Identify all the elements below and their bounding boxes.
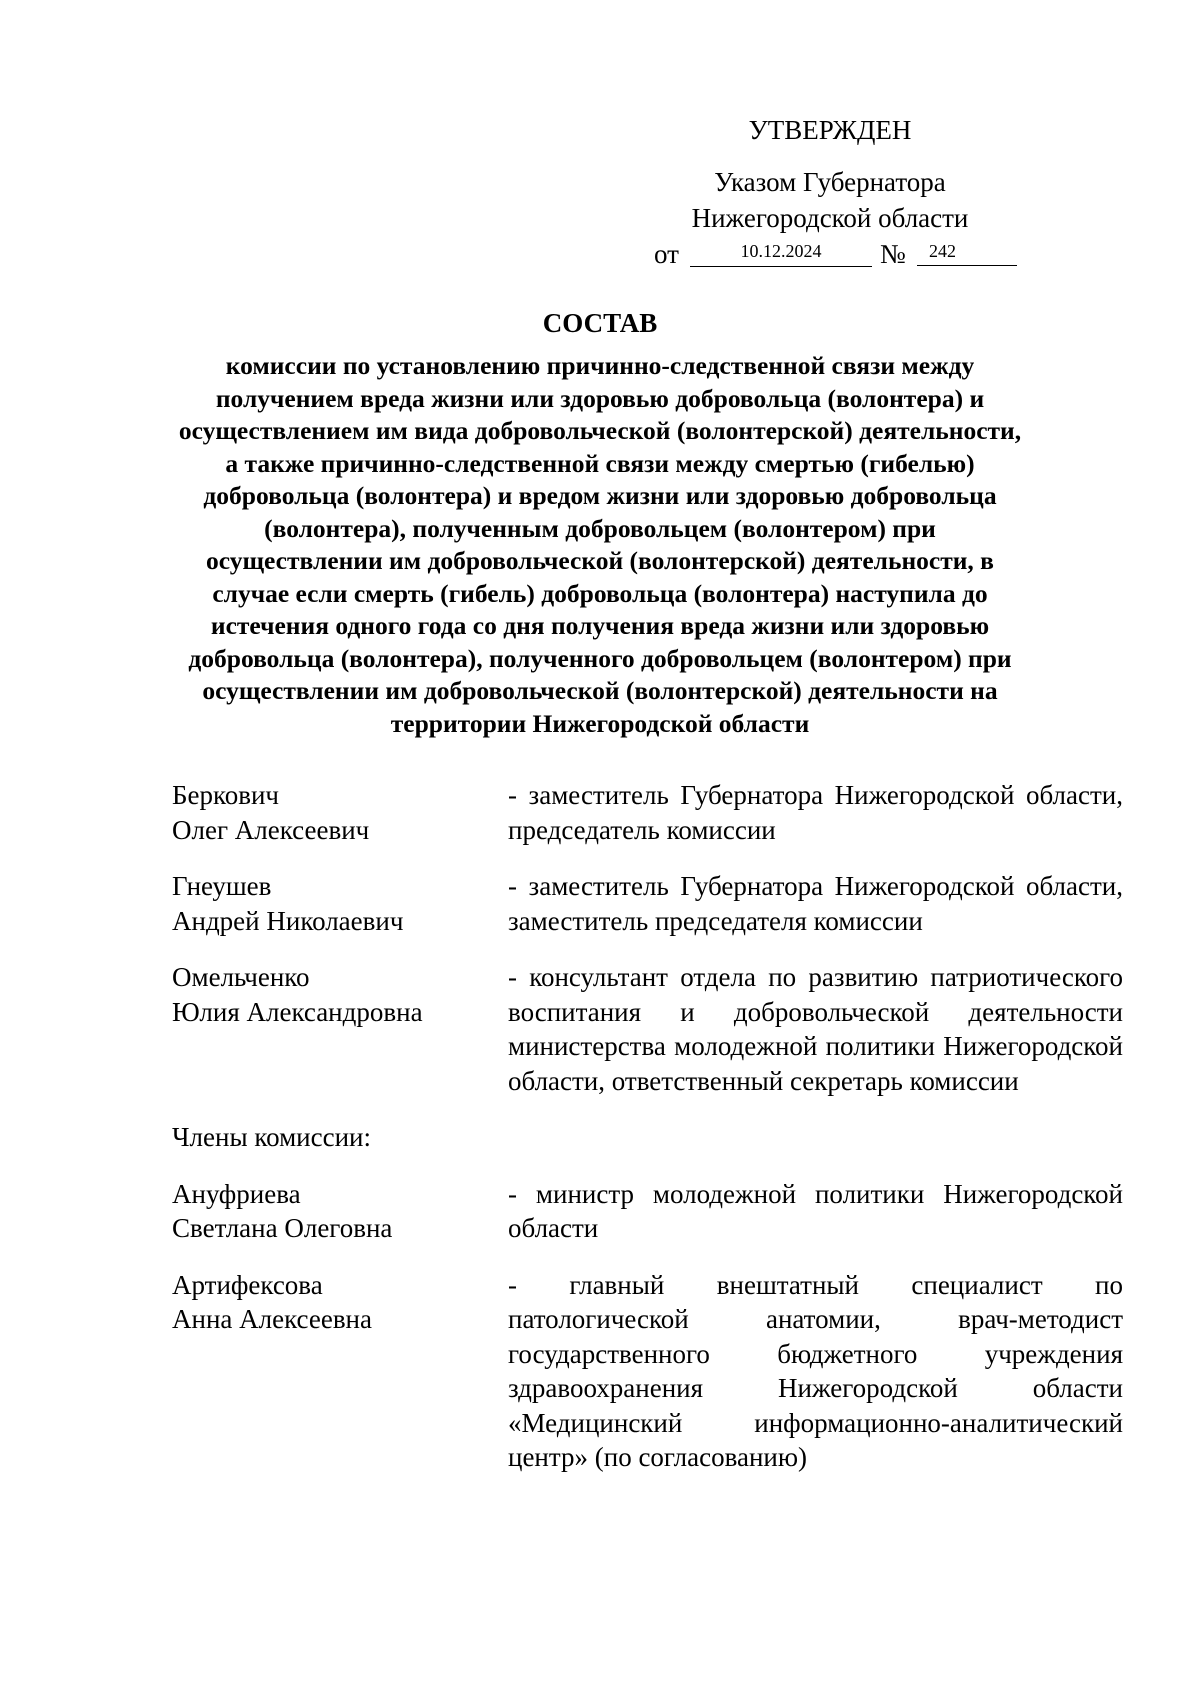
member-given-names: Андрей Николаевич [172, 905, 404, 936]
member-role: - консультант отдела по развитию патриотического воспитания и добровольческой деятельности министерства молодежной политики Нижегородской области, ответственный секретарь комиссии [508, 962, 1123, 1096]
member-row [172, 1177, 1123, 1246]
member-surname: Артифексова [172, 1269, 323, 1300]
member-surname: Ануфриева [172, 1178, 301, 1209]
member-name [172, 1268, 508, 1475]
member-name [172, 778, 508, 847]
member-given-names: Олег Алексеевич [172, 814, 370, 845]
member-row [172, 960, 1123, 1098]
approval-stamp [640, 112, 1020, 276]
members-section-label: Члены комиссии: [172, 1122, 371, 1152]
member-row [172, 1268, 1123, 1475]
member-row [172, 869, 1123, 938]
member-given-names: Светлана Олеговна [172, 1213, 393, 1243]
member-surname: Омельченко [172, 962, 310, 992]
member-name [172, 869, 508, 938]
member-role: - министр молодежной политики Нижегородской области [508, 1178, 1123, 1243]
from-label: от [654, 239, 679, 269]
region-label: Нижегородской области [691, 203, 969, 233]
decree-label: Указом Губернатора [714, 167, 946, 197]
member-given-names: Анна Алексеевна [172, 1304, 372, 1334]
member-name [172, 1177, 508, 1246]
member-surname: Беркович [172, 780, 280, 810]
decree-details [640, 236, 1020, 276]
decree-date: 10.12.2024 [690, 236, 872, 267]
member-role: - заместитель Губернатора Нижегородской области, председатель комиссии [508, 780, 1123, 845]
member-role: - главный внештатный специалист по патологической анатомии, врач-методист государственного бюджетного учреждения здравоохранения Нижегородской области «Медицинский информационно-аналитический центр» (по согласованию) [508, 1269, 1123, 1472]
document-title: СОСТАВ [542, 308, 658, 338]
commission-list [172, 778, 1123, 1497]
member-name [172, 960, 508, 1098]
member-given-names: Юлия Александровна [172, 996, 423, 1027]
member-row [172, 778, 1123, 847]
member-role: - заместитель Губернатора Нижегородской области, заместитель председателя комиссии [508, 871, 1123, 936]
member-surname: Гнеушев [172, 871, 272, 901]
document-subtitle: комиссии по установлению причинно-следственной связи между получением вреда жизни или здоровью добровольца (волонтера) и осуществлением им вида добровольческой (волонтерской) деятельности, а также причинно-следственной связи между смертью (гибелью) добровольца (волонтера) и вредом жизни или здоровью добровольца (волонтера), полученным добровольцем (волонтером) при осуществлении им добровольческой (волонтерской) деятельности, в случае если смерть (гибель) добровольца (волонтера) наступила до истечения одного года со дня получения вреда жизни или здоровью добровольца (волонтера), полученного добровольцем (волонтером) при осуществлении им добровольческой (волонтерской) деятельности на территории Нижегородской области [178, 351, 1022, 738]
decree-number: 242 [917, 236, 1017, 266]
number-sign: № [880, 239, 906, 269]
approved-label: УТВЕРЖДЕН [748, 115, 912, 145]
